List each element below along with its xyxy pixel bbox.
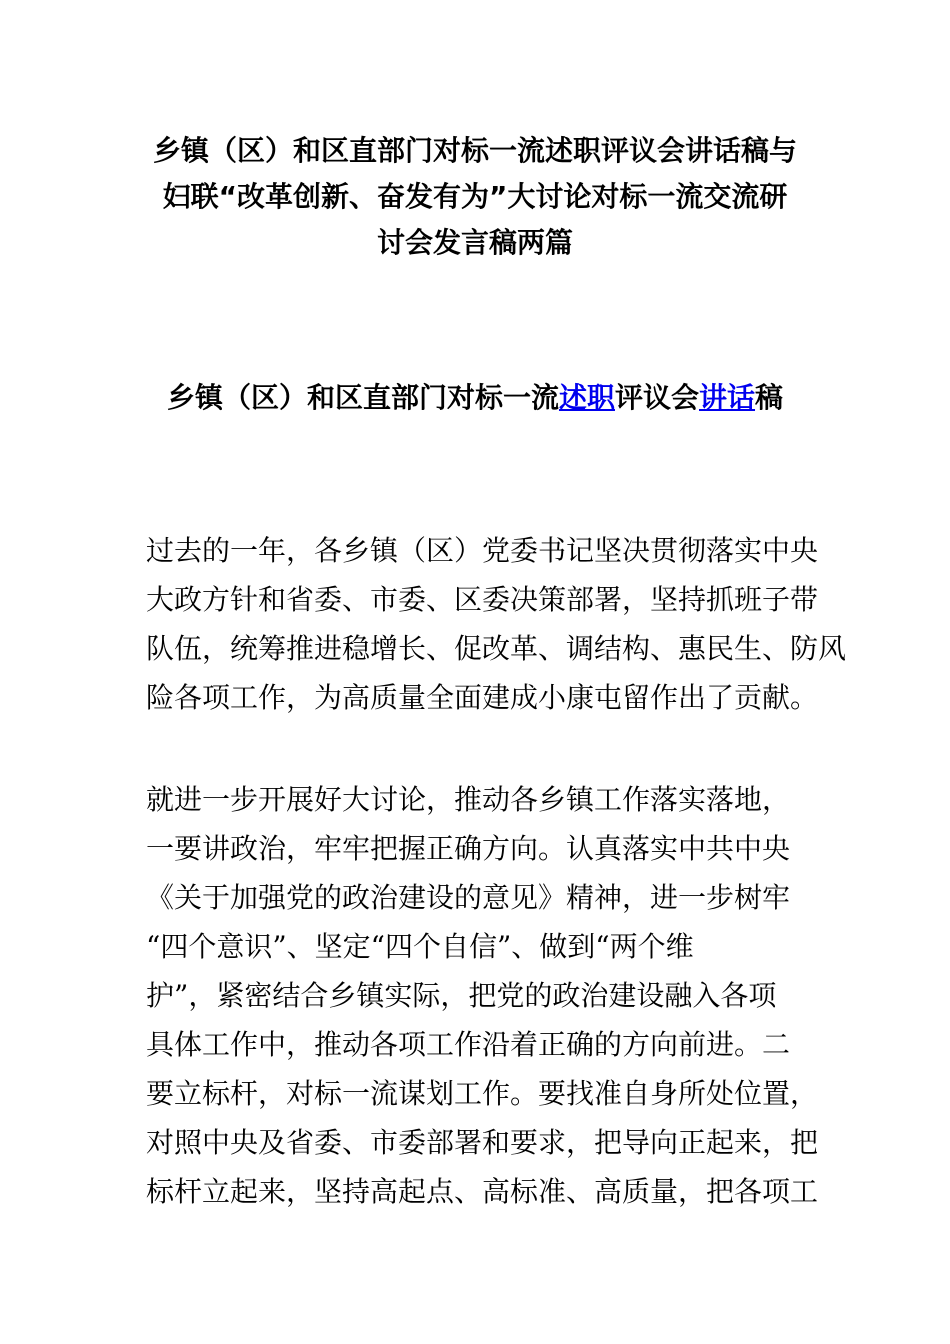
paragraph-2-line: “四个意识”、坚定“四个自信”、做到“两个维	[146, 930, 694, 963]
paragraph-2	[146, 775, 836, 1216]
paragraph-2-line: 一要讲政治，牢牢把握正确方向。认真落实中共中央	[146, 832, 791, 865]
paragraph-1-line: 过去的一年，各乡镇（区）党委书记坚决贯彻落实中央	[146, 534, 819, 567]
paragraph-2-line: 就进一步开展好大讨论，推动各乡镇工作落实落地，	[146, 783, 791, 816]
document-title	[130, 128, 820, 266]
section-title-part-1: 乡镇（区）和区直部门对标一流	[166, 381, 559, 414]
section-title	[110, 378, 840, 418]
paragraph-1-line: 大政方针和省委、市委、区委决策部署，坚持抓班子带	[146, 583, 819, 616]
title-line-2: 妇联“改革创新、奋发有为”大讨论对标一流交流研	[162, 180, 788, 213]
paragraph-1-line: 队伍，统筹推进稳增长、促改革、调结构、惠民生、防风	[146, 632, 847, 665]
section-title-part-3: 稿	[755, 381, 784, 414]
paragraph-2-line: 具体工作中，推动各项工作沿着正确的方向前进。二	[146, 1028, 791, 1061]
paragraph-2-line: 要立标杆，对标一流谋划工作。要找准自身所处位置，	[146, 1077, 819, 1110]
paragraph-1	[146, 526, 847, 722]
paragraph-2-line: 护”，紧密结合乡镇实际，把党的政治建设融入各项	[146, 979, 777, 1012]
paragraph-2-line: 标杆立起来，坚持高起点、高标准、高质量，把各项工	[146, 1175, 819, 1208]
paragraph-2-line: 《关于加强党的政治建设的意见》精神，进一步树牢	[146, 881, 791, 914]
link-shuzhi[interactable]: 述职	[558, 381, 615, 414]
paragraph-1-line: 险各项工作，为高质量全面建成小康屯留作出了贡献。	[146, 681, 819, 714]
paragraph-2-line: 对照中央及省委、市委部署和要求，把导向正起来，把	[146, 1126, 819, 1159]
section-title-part-2: 评议会	[614, 381, 699, 414]
title-line-3: 讨会发言稿两篇	[376, 226, 573, 259]
link-jianghua[interactable]: 讲话	[699, 381, 756, 414]
title-line-1: 乡镇（区）和区直部门对标一流述职评议会讲话稿与	[152, 134, 797, 167]
